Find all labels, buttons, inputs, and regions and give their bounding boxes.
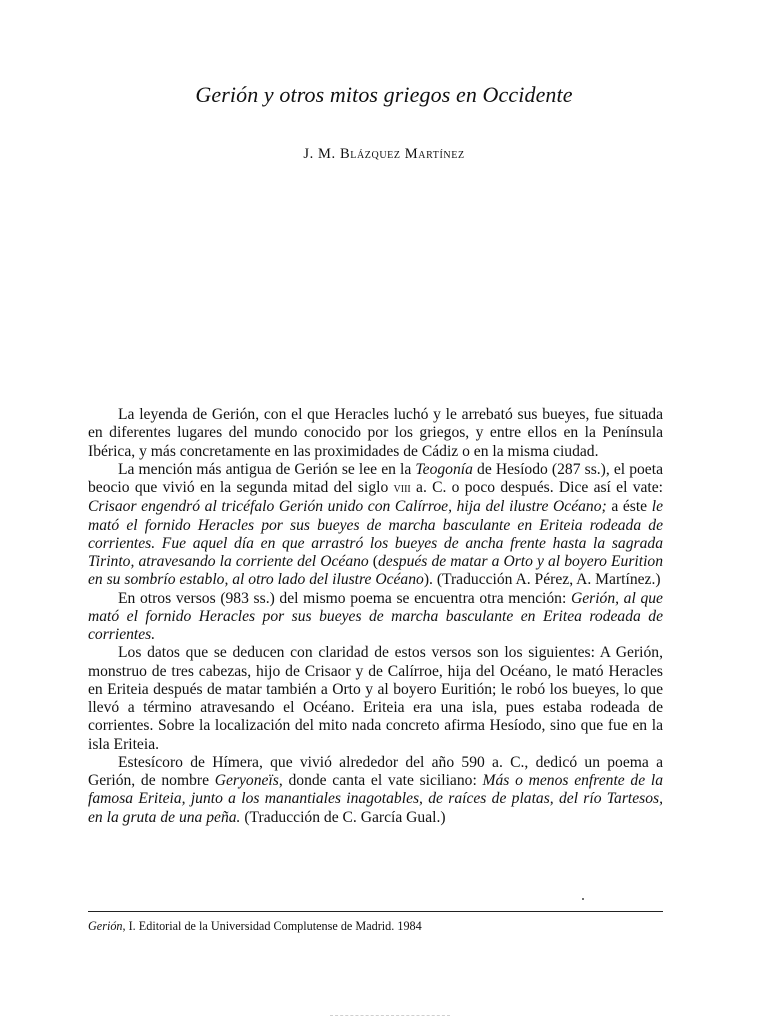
text-run: (Traducción de C. García Gual.) — [240, 808, 446, 826]
footnote-details: , I. Editorial de la Universidad Complutense de Madrid. 1984 — [122, 919, 422, 933]
author-name — [0, 146, 768, 163]
article-title: Gerión y otros mitos griegos en Occidente — [195, 82, 573, 107]
text-run: En otros versos (983 ss.) del mismo poema se encuentra otra mención: — [118, 589, 571, 607]
text-run: Los datos que se deducen con claridad de estos versos son los siguientes: A Gerión, monstruo de tres cabezas, hijo de Crisaor y de Calírroe, hija del Océano, le mató Heracles en Eriteia después de matar también a Orto y al boyero Euritión; le robó los bueyes, lo que llevó a término atravesando el Océano. Eriteia era una isla, pues estaba rodeada de corrientes. Sobre la localización del mito nada concreto afirma Hesíodo, sino que fue en la isla Eriteia. — [88, 644, 663, 753]
italic-run: Crisaor engendró al tricéfalo Gerión unido con Calírroe, hija del ilustre Océano; — [88, 498, 607, 516]
italic-run: le mató el fornido Heracles por sus bueyes de marcha basculante en Eriteia rodeada de corrientes. Fue aquel día en que arrastró los bueyes de ancha frente hasta la sagrada Tirinto, atravesando la corriente del Océano — [88, 498, 663, 570]
text-run: a. C. o poco después. Dice así el vate: — [410, 479, 663, 496]
scan-artifact — [330, 1015, 450, 1019]
text-run: ( — [368, 553, 378, 570]
smallcaps-run: viii — [393, 481, 411, 496]
italic-run: después de matar a Orto y al boyero Eurition en su sombrío establo, al otro lado del ilustre Océano — [88, 553, 664, 589]
text-run: , donde canta el vate siciliano: — [278, 772, 483, 789]
text-run: La leyenda de Gerión, con el que Heracles luchó y le arrebató sus bueyes, fue situada en diferentes lugares del mundo conocido por los griegos, y entre ellos en la Península Ibérica, y más concretamente en las proximidades de Cádiz o en la misma ciudad. — [88, 406, 663, 460]
footnote — [88, 919, 422, 934]
footnote-journal: Gerión — [88, 919, 123, 933]
italic-run: Gerión, al que mató el fornido Heracles por sus bueyes de marcha basculante en Eritea rodeada de corrientes. — [88, 589, 663, 643]
paragraph-1 — [88, 406, 663, 461]
footer-rule — [88, 911, 663, 912]
text-run: ). (Traducción A. Pérez, A. Martínez.) — [423, 571, 661, 589]
text-run: de Hesíodo (287 ss.), el poeta beocio que vivió en la segunda mitad del siglo — [88, 460, 663, 496]
author-initials: J. M. — [303, 146, 336, 162]
paragraph-2 — [88, 461, 663, 590]
italic-run: Geryoneïs — [214, 772, 279, 789]
author-surname: Blázquez Martínez — [340, 146, 465, 162]
text-run: Estesícoro de Hímera, que vivió alrededor del año 590 a. C., dedicó un poema a Gerión, de nombre — [88, 753, 663, 789]
article-body — [88, 406, 663, 827]
text-run: a éste — [606, 498, 652, 516]
italic-run: Teogonía — [415, 460, 473, 478]
print-speck — [582, 898, 584, 900]
paragraph-4 — [88, 644, 663, 754]
text-run: La mención más antigua de Gerión se lee en la — [118, 460, 416, 478]
italic-run: Más o menos enfrente de la famosa Eriteia, junto a los manantiales inagotables, de raíces de platas, del río Tartesos, en la gruta de una peña. — [88, 772, 664, 826]
paragraph-3 — [88, 590, 663, 645]
paragraph-5 — [88, 754, 663, 827]
